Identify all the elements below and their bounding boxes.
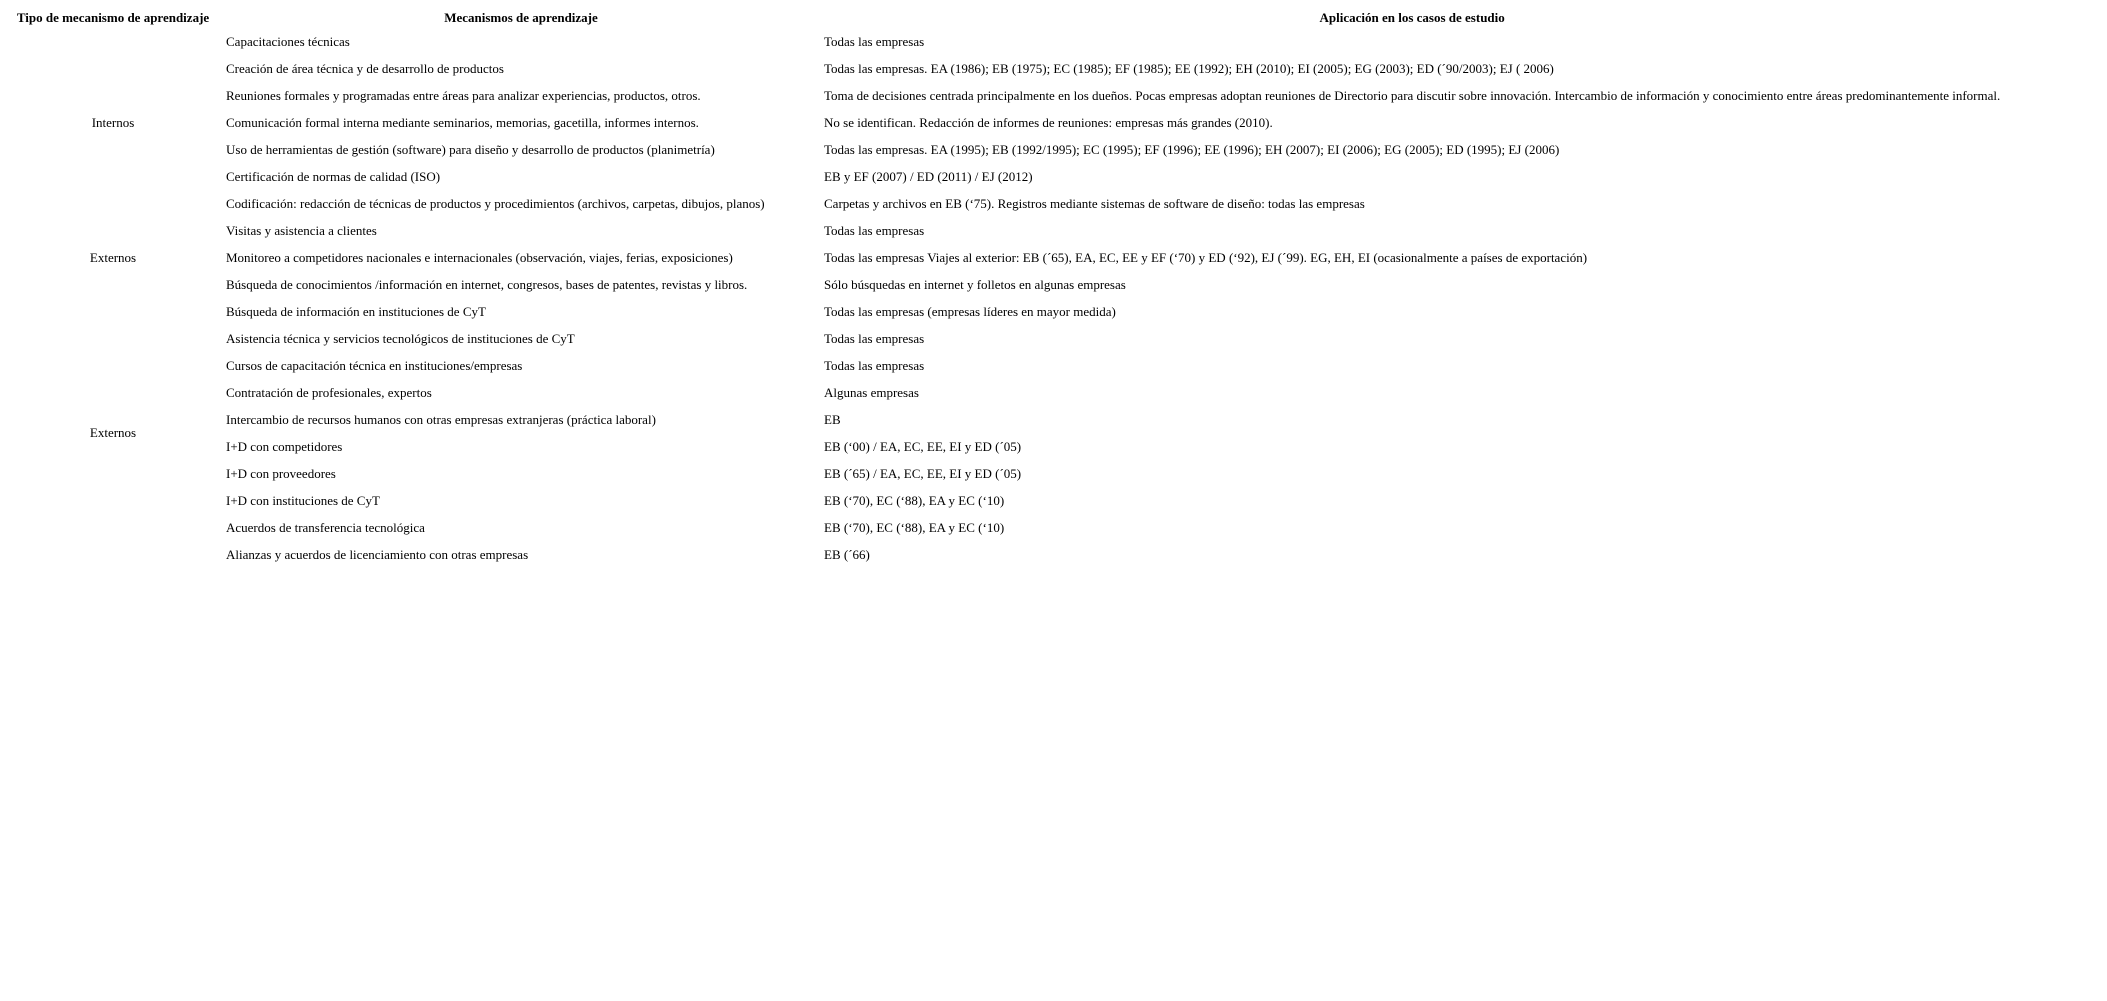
table-row [4, 433, 2004, 460]
mechanism-cell: Uso de herramientas de gestión (software) para diseño y desarrollo de productos (planimetría) [226, 141, 715, 157]
application-cell: EB y EF (2007) / ED (2011) / EJ (2012) [824, 168, 1033, 184]
mechanism-cell: Comunicación formal interna mediante seminarios, memorias, gacetilla, informes internos. [226, 114, 699, 130]
application-cell: Todas las empresas [824, 330, 925, 346]
application-cell: Algunas empresas [824, 384, 919, 400]
table-row [4, 352, 2004, 379]
mechanism-cell: I+D con proveedores [226, 465, 336, 481]
application-cell: Toma de decisiones centrada principalmente en los dueños. Pocas empresas adoptan reuniones de Directorio para discutir sobre innovación. Intercambio de información y conocimiento entre áreas predominantemente informal. [824, 87, 2001, 103]
mechanism-cell: Búsqueda de información en instituciones de CyT [226, 303, 486, 319]
table-header-row [4, 8, 2004, 28]
table-row [4, 325, 2004, 352]
table-row [4, 109, 2004, 136]
application-cell: Todas las empresas. EA (1986); EB (1975); EC (1985); EF (1985); EE (1992); EH (2010); EI (2005); EG (2003); ED (´90/2003); EJ ( 2006) [824, 60, 1554, 76]
application-cell: EB [824, 411, 841, 427]
table-row [4, 163, 2004, 190]
application-cell: EB (‘00) / EA, EC, EE, EI y ED (´05) [824, 438, 1022, 454]
mechanism-cell: I+D con instituciones de CyT [226, 492, 380, 508]
mechanism-cell: Asistencia técnica y servicios tecnológicos de instituciones de CyT [226, 330, 575, 346]
table-row [4, 514, 2004, 541]
table-row [4, 541, 2004, 568]
table-row [4, 82, 2004, 109]
table-row [4, 190, 2004, 217]
mechanism-cell: Alianzas y acuerdos de licenciamiento con otras empresas [226, 546, 529, 562]
learning-mechanisms-table [4, 8, 2004, 568]
mechanism-cell: Búsqueda de conocimientos /información en internet, congresos, bases de patentes, revistas y libros. [226, 276, 748, 292]
table-row [4, 271, 2004, 298]
mechanism-cell: Reuniones formales y programadas entre áreas para analizar experiencias, productos, otros. [226, 87, 701, 103]
mechanism-cell: Visitas y asistencia a clientes [226, 222, 377, 238]
table-row [4, 460, 2004, 487]
application-cell: EB (‘70), EC (‘88), EA y EC (‘10) [824, 519, 1005, 535]
application-cell: No se identifican. Redacción de informes de reuniones: empresas más grandes (2010). [824, 114, 1273, 130]
mechanism-cell: Intercambio de recursos humanos con otras empresas extranjeras (práctica laboral) [226, 411, 656, 427]
mechanism-cell: Capacitaciones técnicas [226, 33, 350, 49]
header-mechanism: Mecanismos de aprendizaje [444, 10, 598, 25]
mechanism-type-cell: Externos [89, 249, 137, 265]
table-row [4, 487, 2004, 514]
mechanism-cell: I+D con competidores [226, 438, 343, 454]
mechanism-type-cell: Internos [91, 114, 135, 130]
mechanism-cell: Contratación de profesionales, expertos [226, 384, 432, 400]
table-row [4, 298, 2004, 325]
application-cell: EB (‘70), EC (‘88), EA y EC (‘10) [824, 492, 1005, 508]
header-application: Aplicación en los casos de estudio [1319, 10, 1505, 25]
table-row [4, 28, 2004, 55]
table-row [4, 217, 2004, 244]
mechanism-cell: Certificación de normas de calidad (ISO) [226, 168, 441, 184]
table-body [4, 28, 2004, 568]
table-row [4, 55, 2004, 82]
mechanism-cell: Codificación: redacción de técnicas de productos y procedimientos (archivos, carpetas, dibujos, planos) [226, 195, 765, 211]
application-cell: Todas las empresas [824, 33, 925, 49]
application-cell: Todas las empresas (empresas líderes en mayor medida) [824, 303, 1116, 319]
table-row [4, 406, 2004, 433]
application-cell: Todas las empresas. EA (1995); EB (1992/1995); EC (1995); EF (1996); EE (1996); EH (2007); EI (2006); EG (2005); ED (1995); EJ (2006) [824, 141, 1560, 157]
header-mechanism-type: Tipo de mecanismo de aprendizaje [16, 10, 210, 25]
application-cell: EB (´66) [824, 546, 870, 562]
application-cell: Todas las empresas [824, 222, 925, 238]
table-row [4, 136, 2004, 163]
application-cell: Todas las empresas [824, 357, 925, 373]
mechanism-cell: Creación de área técnica y de desarrollo de productos [226, 60, 504, 76]
application-cell: Todas las empresas Viajes al exterior: EB (´65), EA, EC, EE y EF (‘70) y ED (‘92), EJ (´99). EG, EH, EI (ocasionalmente a países de exportación) [824, 249, 1588, 265]
mechanism-cell: Cursos de capacitación técnica en instituciones/empresas [226, 357, 523, 373]
mechanism-cell: Acuerdos de transferencia tecnológica [226, 519, 425, 535]
table-row [4, 379, 2004, 406]
mechanism-type-cell: Externos [89, 425, 137, 440]
application-cell: Carpetas y archivos en EB (‘75). Registros mediante sistemas de software de diseño: todas las empresas [824, 195, 1365, 211]
application-cell: Sólo búsquedas en internet y folletos en algunas empresas [824, 276, 1126, 292]
application-cell: EB (´65) / EA, EC, EE, EI y ED (´05) [824, 465, 1022, 481]
mechanism-cell: Monitoreo a competidores nacionales e internacionales (observación, viajes, ferias, exposiciones) [226, 249, 733, 265]
table-row [4, 244, 2004, 271]
